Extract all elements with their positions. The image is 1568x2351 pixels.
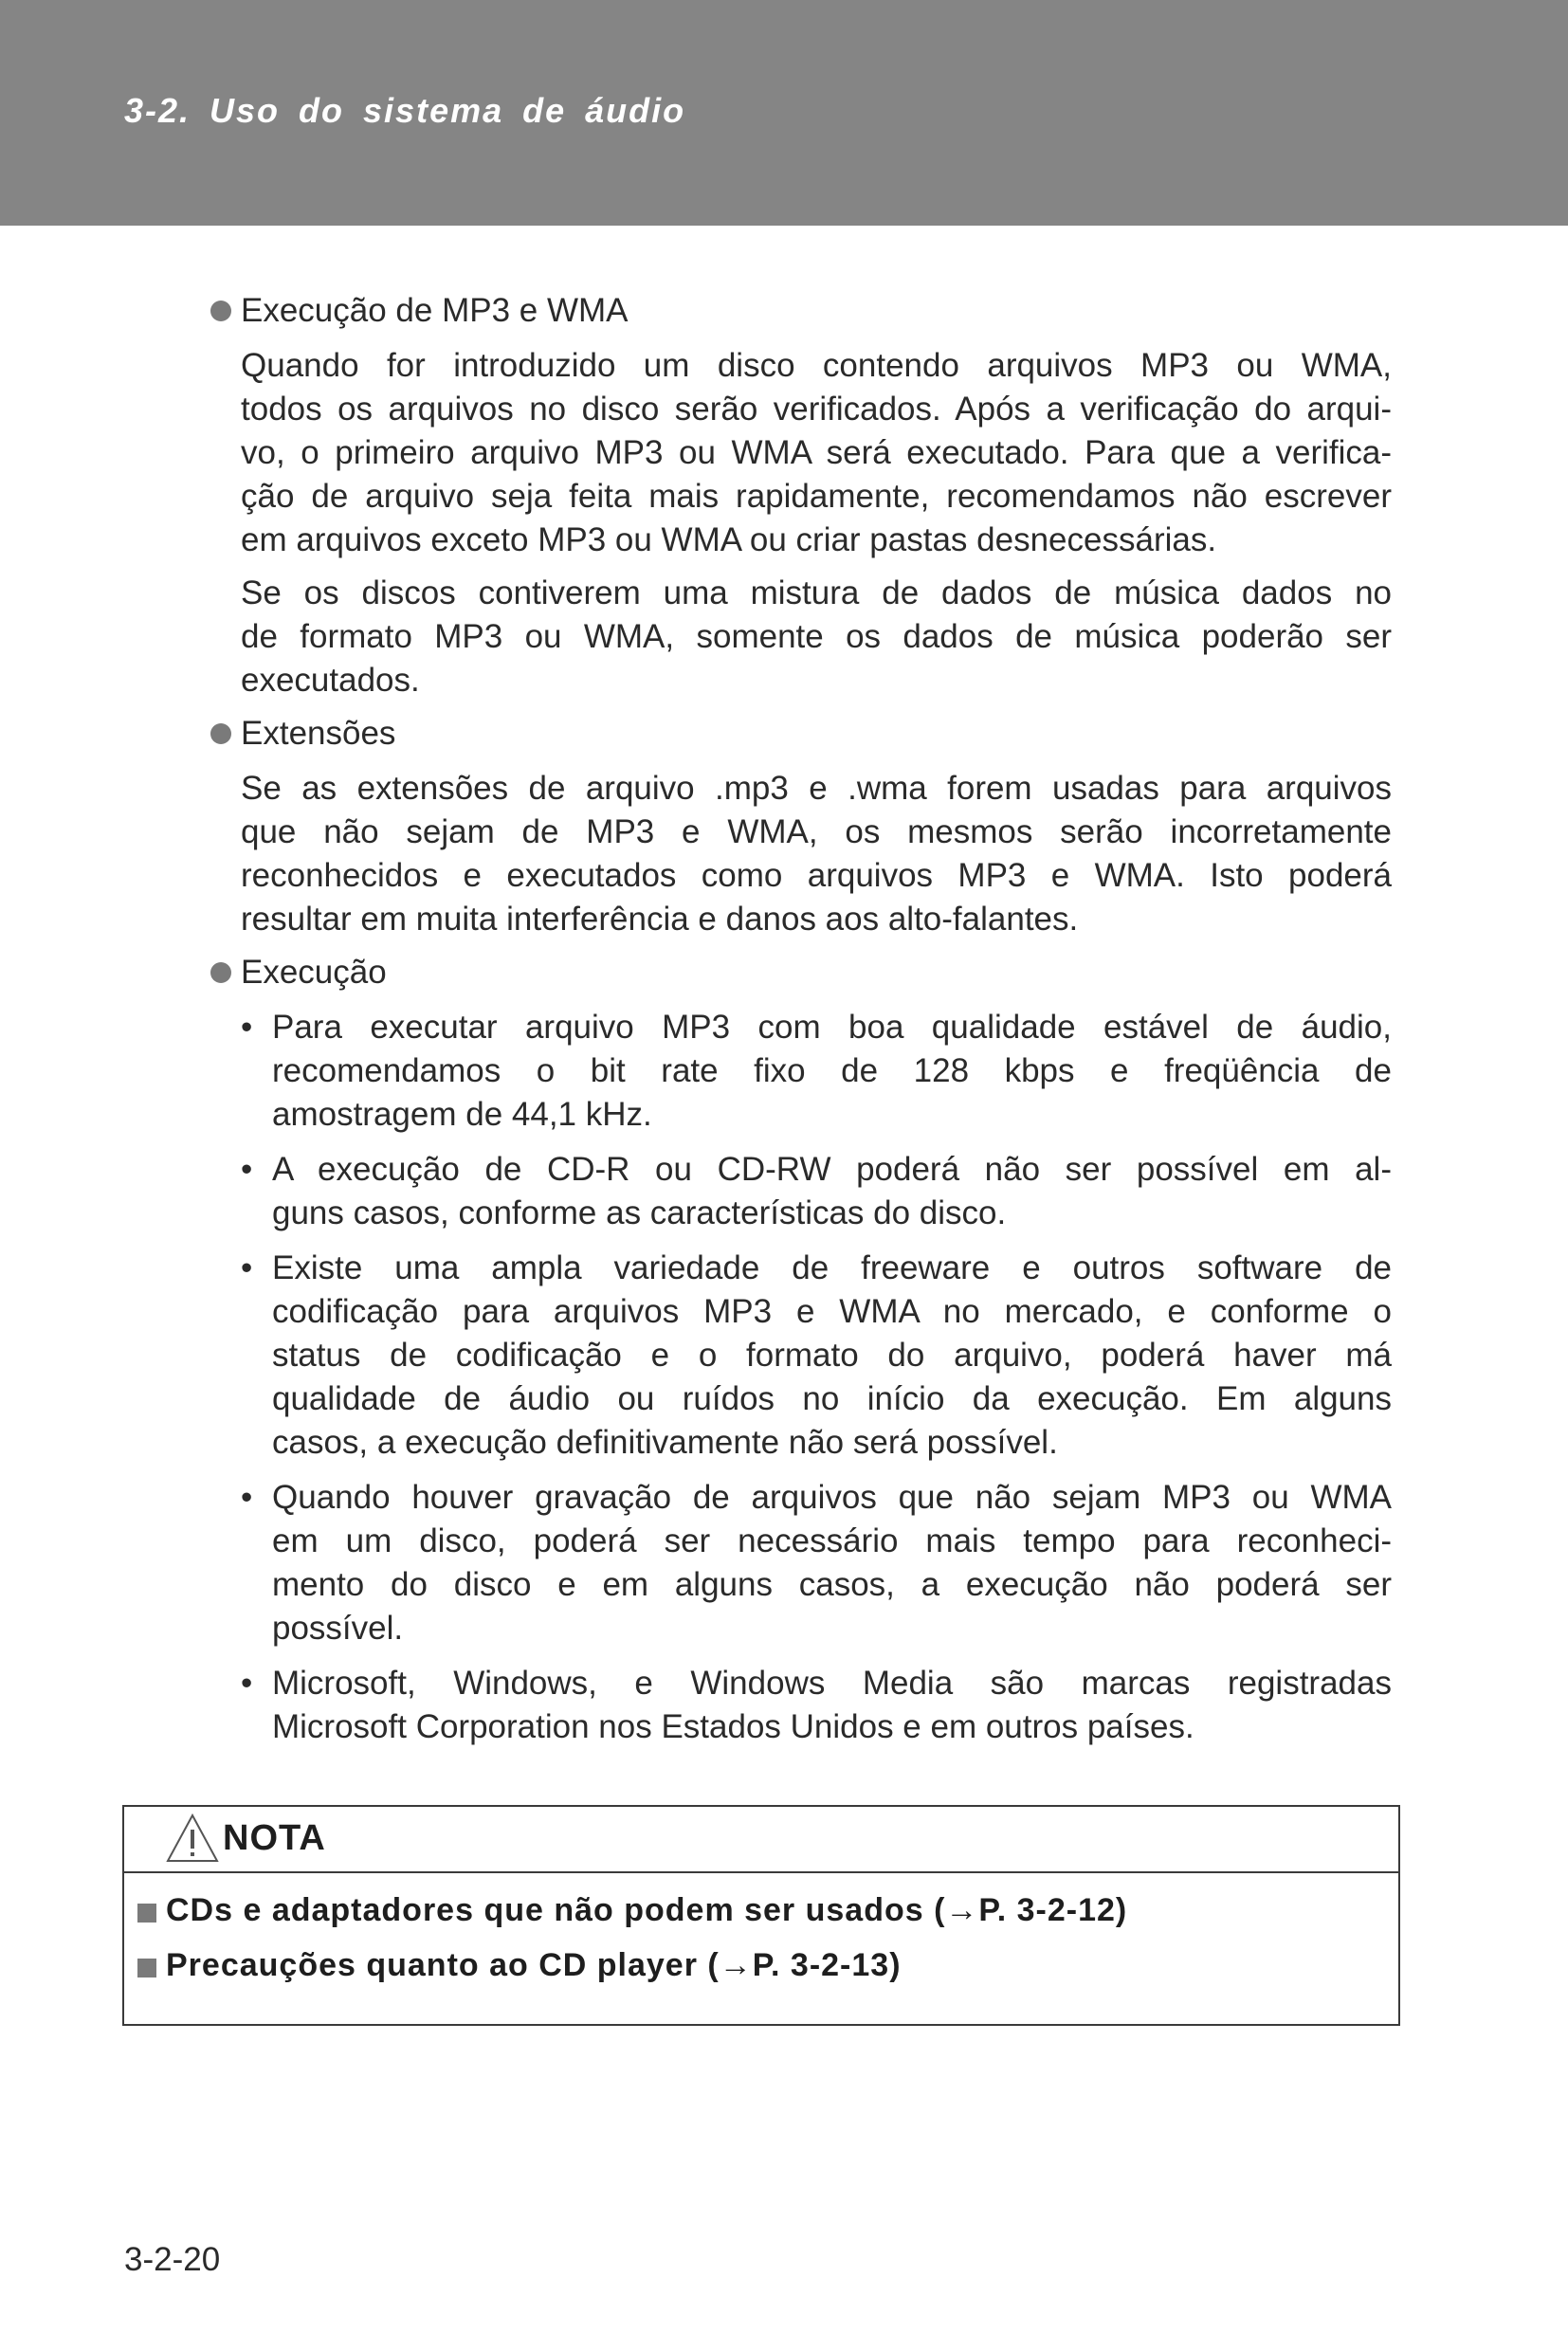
text-line: em arquivos exceto MP3 ou WMA ou criar pastas desnecessárias. xyxy=(241,521,1217,558)
text-line: Quando houver gravação de arquivos que não sejam MP3 ou WMA xyxy=(272,1479,1392,1516)
text-line: Microsoft, Windows, e Windows Media são marcas registradas xyxy=(272,1665,1392,1702)
section-heading xyxy=(207,712,1392,756)
section-heading xyxy=(207,951,1392,994)
text-line: guns casos, conforme as características do disco. xyxy=(272,1194,1007,1231)
nota-list xyxy=(137,1892,1127,2002)
nota-box xyxy=(122,1805,1400,2026)
text-line: codificação para arquivos MP3 e WMA no mercado, e conforme o xyxy=(272,1293,1392,1330)
text-line: qualidade de áudio ou ruídos no início da execução. Em alguns xyxy=(272,1380,1392,1417)
text-line: Microsoft Corporation nos Estados Unidos e em outros países. xyxy=(272,1708,1194,1745)
nota-item-text: Precauções quanto ao CD player (→P. 3-2-13) xyxy=(166,1947,902,1983)
nota-item xyxy=(137,1892,1127,1947)
circle-bullet-icon xyxy=(210,723,231,744)
text-line: ção de arquivo seja feita mais rapidamente, recomendamos não escrever xyxy=(241,478,1392,515)
text-line: casos, a execução definitivamente não será possível. xyxy=(272,1424,1058,1461)
text-line: Se as extensões de arquivo .mp3 e .wma forem usadas para arquivos xyxy=(241,770,1392,807)
nota-header xyxy=(124,1807,1398,1873)
bullet-mark: • xyxy=(241,1009,253,1046)
list-item xyxy=(241,1662,1392,1749)
bullet-mark: • xyxy=(241,1151,253,1188)
bullet-mark: • xyxy=(241,1479,253,1516)
heading-text: Execução xyxy=(241,954,387,991)
paragraph xyxy=(241,344,1392,562)
text-line: recomendamos o bit rate fixo de 128 kbps e freqüência de xyxy=(272,1052,1392,1089)
list-item xyxy=(241,1148,1392,1235)
nota-item-text: CDs e adaptadores que não podem ser usados (→P. 3-2-12) xyxy=(166,1892,1128,1928)
square-bullet-icon xyxy=(137,1959,156,1977)
paragraph xyxy=(241,572,1392,702)
section-heading xyxy=(207,289,1392,333)
page-number: 3-2-20 xyxy=(124,2241,221,2278)
text-line: de formato MP3 ou WMA, somente os dados de música poderão ser xyxy=(241,618,1392,655)
text-line: status de codificação e o formato do arquivo, poderá haver má xyxy=(272,1337,1392,1374)
bullet-mark: • xyxy=(241,1249,253,1286)
list-item xyxy=(241,1006,1392,1137)
main-content xyxy=(207,289,1392,1760)
text-line: Se os discos contiverem uma mistura de dados de música dados no xyxy=(241,574,1392,611)
nota-item xyxy=(137,1947,1127,2002)
text-line: em um disco, poderá ser necessário mais tempo para reconheci- xyxy=(272,1522,1392,1559)
text-line: possível. xyxy=(272,1610,404,1647)
circle-bullet-icon xyxy=(210,962,231,983)
text-line: resultar em muita interferência e danos aos alto-falantes. xyxy=(241,901,1079,938)
nota-title: NOTA xyxy=(223,1818,326,1858)
paragraph xyxy=(241,767,1392,941)
text-line: A execução de CD-R ou CD-RW poderá não ser possível em al- xyxy=(272,1151,1392,1188)
warning-triangle-icon xyxy=(166,1813,219,1864)
text-line: Quando for introduzido um disco contendo arquivos MP3 ou WMA, xyxy=(241,347,1392,384)
bullet-mark: • xyxy=(241,1665,253,1702)
section-title: 3-2. Uso do sistema de áudio xyxy=(124,91,686,130)
text-line: mento do disco e em alguns casos, a execução não poderá ser xyxy=(272,1566,1392,1603)
heading-text: Execução de MP3 e WMA xyxy=(241,292,629,329)
text-line: todos os arquivos no disco serão verificados. Após a verificação do arqui- xyxy=(241,391,1392,428)
text-line: reconhecidos e executados como arquivos MP3 e WMA. Isto poderá xyxy=(241,857,1392,894)
heading-text: Extensões xyxy=(241,715,396,752)
circle-bullet-icon xyxy=(210,301,231,321)
text-line: que não sejam de MP3 e WMA, os mesmos serão incorretamente xyxy=(241,813,1392,850)
list-item xyxy=(241,1247,1392,1465)
text-line: Para executar arquivo MP3 com boa qualidade estável de áudio, xyxy=(272,1009,1392,1046)
text-line: amostragem de 44,1 kHz. xyxy=(272,1096,652,1133)
header-band xyxy=(0,0,1568,226)
text-line: Existe uma ampla variedade de freeware e outros software de xyxy=(272,1249,1392,1286)
list-item xyxy=(241,1476,1392,1650)
text-line: executados. xyxy=(241,662,420,699)
square-bullet-icon xyxy=(137,1904,156,1923)
text-line: vo, o primeiro arquivo MP3 ou WMA será executado. Para que a verifica- xyxy=(241,434,1392,471)
